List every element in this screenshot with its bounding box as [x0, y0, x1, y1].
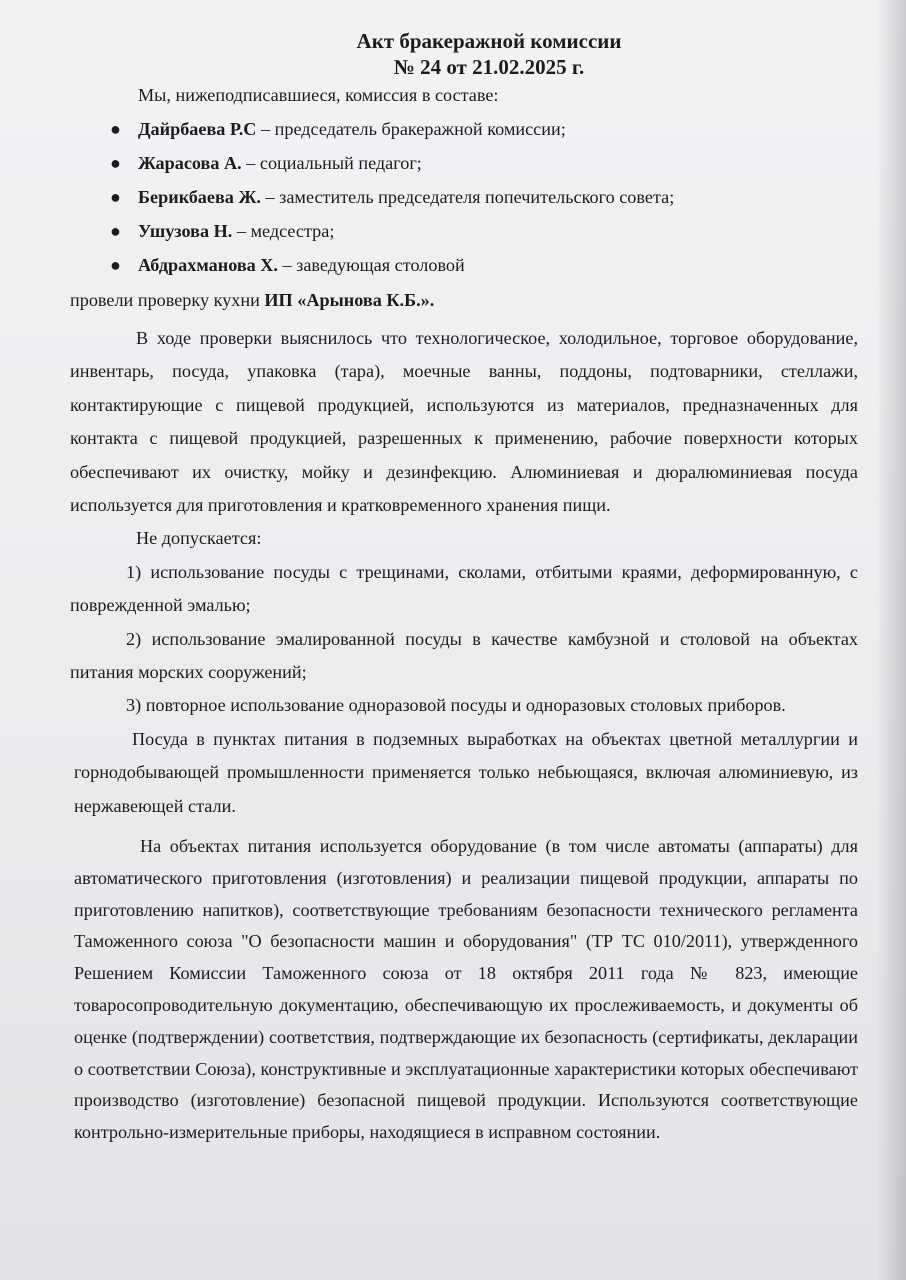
member-name: Дайрбаева Р.С: [138, 119, 257, 139]
not-allowed-item: 3) повторное использование одноразовой посуды и одноразовых столовых приборов.: [126, 695, 786, 716]
page-edge-shadow: [876, 0, 906, 1280]
not-allowed-heading: Не допускается:: [136, 528, 262, 549]
bullet-icon: ●: [110, 119, 121, 139]
member-role: – социальный педагог;: [241, 153, 422, 173]
bullet-icon: ●: [110, 221, 121, 241]
checked-entity-line: [70, 284, 858, 316]
checked-prefix: провели проверку кухни: [70, 290, 265, 310]
inspection-paragraph: В ходе проверки выяснилось что технологическое, холодильное, торговое оборудование, инвентарь, посуда, упаковка (тара), моечные ванны, поддоны, подтоварники, стеллажи, контактирующие с пищевой продукцией, используются из материалов, предназначенных для контакта с пищевой продукцией, разрешенных к применению, рабочие поверхности которых обеспечивают их очистку, мойку и дезинфекцию. Алюминиевая и дюралюминиевая посуда используется для приготовления и кратковременного хранения пищи.: [70, 328, 858, 516]
list-item: [80, 248, 858, 282]
member-name: Берикбаева Ж.: [138, 187, 261, 207]
list-item: [80, 146, 858, 180]
checked-entity: ИП «Арынова К.Б.».: [264, 290, 435, 310]
metallurgy-paragraph: Посуда в пунктах питания в подземных выработках на объектах цветной металлургии и горнодобывающей промышленности применяется только небьющаяся, включая алюминиевую, из нержавеющей стали.: [74, 728, 858, 816]
document-title: [120, 28, 858, 80]
equipment-paragraph: На объектах питания используется оборудование (в том числе автоматы (аппараты) для автоматического приготовления (изготовления) и реализации пищевой продукции, аппараты по приготовлению напитков), соответствующие требованиям безопасности технического регламента Таможенного союза "О безопасности машин и оборудования" (ТР ТС 010/2011), утвержденного Решением Комиссии Таможенного союза от 18 октября 2011 года № 823, имеющие товаросопроводительную документацию, обеспечивающую их прослеживаемость, и документы об оценке (подтверждении) соответствия, подтверждающие их безопасность (сертификаты, декларации о соответствии Союза), конструктивные и эксплуатационные характеристики которых обеспечивают производство (изготовление) безопасной пищевой продукции. Используются соответствующие контрольно-измерительные приборы, находящиеся в исправном состоянии.: [74, 836, 858, 1143]
member-name: Абдрахманова Х.: [138, 255, 278, 275]
commission-members-list: [80, 112, 858, 282]
member-name: Ушузова Н.: [138, 221, 233, 241]
title-line-1: Акт бракеражной комиссии: [356, 29, 622, 53]
bullet-icon: ●: [110, 255, 121, 275]
member-role: – заместитель председателя попечительского совета;: [260, 187, 675, 207]
intro-text: Мы, нижеподписавшиеся, комиссия в составе:: [138, 85, 499, 105]
bullet-icon: ●: [110, 187, 121, 207]
title-line-2: № 24 от 21.02.2025 г.: [393, 55, 585, 79]
document-body: [70, 28, 858, 1149]
not-allowed-item: 2) использование эмалированной посуды в качестве камбузной и столовой на объектах питания морских сооружений;: [70, 628, 858, 683]
member-role: – медсестра;: [232, 221, 335, 241]
list-item: [80, 214, 858, 248]
list-item: [80, 112, 858, 146]
bullet-icon: ●: [110, 153, 121, 173]
member-role: – заведующая столовой: [277, 255, 465, 275]
list-item: [80, 180, 858, 214]
not-allowed-item: 1) использование посуды с трещинами, сколами, отбитыми краями, деформированную, с поврежденной эмалью;: [70, 561, 858, 616]
member-name: Жарасова А.: [138, 153, 242, 173]
member-role: – председатель бракеражной комиссии;: [256, 119, 566, 139]
